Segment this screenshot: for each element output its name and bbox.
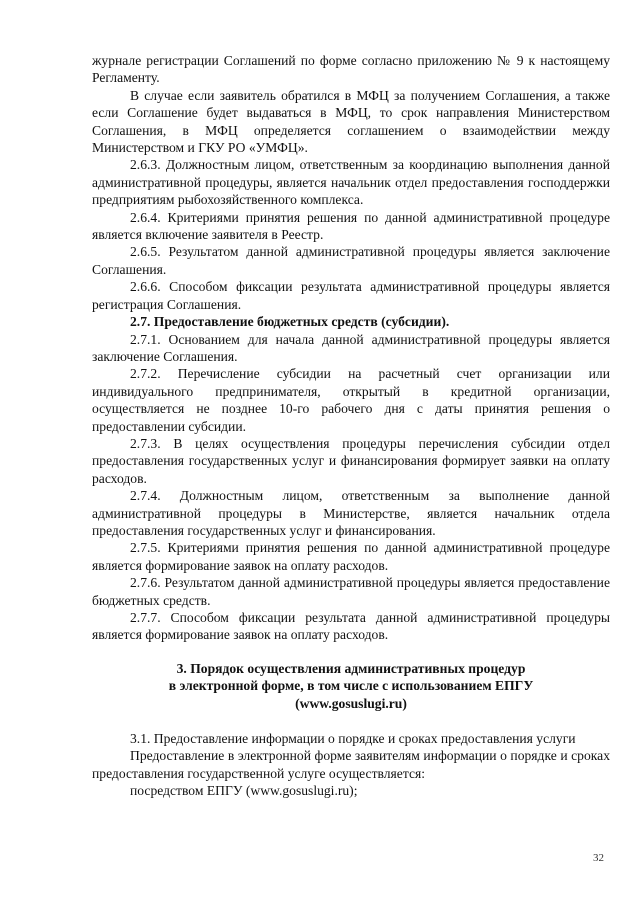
paragraph: 2.7.3. В целях осуществления процедуры перечисления субсидии отдел предоставления государственных услуг и финансирования формирует заявки на оплату расходов. xyxy=(92,435,610,486)
section-heading-line3: (www.gosuslugi.ru) xyxy=(295,695,407,711)
paragraph: 2.6.6. Способом фиксации результата административной процедуры является регистрация Соглашения. xyxy=(92,279,610,312)
page-number: 32 xyxy=(593,852,604,864)
paragraph: В случае если заявитель обратился в МФЦ за получением Соглашения, а также если Соглашение будет выдаваться в МФЦ, то срок направления Министерством Соглашения, в МФЦ определяется соглашением о взаимодействии между Министерством и ГКУ РО «УМФЦ». xyxy=(92,87,610,156)
section-heading-line1: 3. Порядок осуществления административных процедур xyxy=(176,660,526,676)
paragraphs-before xyxy=(92,52,610,644)
paragraph: 2.7.6. Результатом данной административной процедуры является предоставление бюджетных средств. xyxy=(92,575,610,608)
section-heading xyxy=(92,660,610,712)
paragraph: посредством ЕПГУ (www.gosuslugi.ru); xyxy=(130,783,358,799)
paragraph: 2.7. Предоставление бюджетных средств (субсидии). xyxy=(130,314,450,330)
paragraph: журнале регистрации Соглашений по форме согласно приложению № 9 к настоящему Регламенту. xyxy=(92,53,610,86)
paragraphs-after xyxy=(92,730,610,800)
paragraph: 2.7.4. Должностным лицом, ответственным за выполнение данной административной процедуры в Министерстве, является начальник отдела предоставления государственных услуг и финансирования. xyxy=(92,488,610,538)
document-body xyxy=(92,52,610,800)
paragraph: 2.7.7. Способом фиксации результата данной административной процедуры является формирование заявок на оплату расходов. xyxy=(92,610,610,643)
paragraph: 2.7.5. Критериями принятия решения по данной административной процедуре является формирование заявок на оплату расходов. xyxy=(92,540,610,573)
paragraph: 2.7.2. Перечисление субсидии на расчетный счет организации или индивидуального предпринимателя, открытый в кредитной организации, осуществляется не позднее 10-го рабочего дня с даты принятия решения о предоставлении субсидии. xyxy=(92,366,610,434)
paragraph: Предоставление в электронной форме заявителям информации о порядке и сроках предоставления государственной услуге осуществляется: xyxy=(92,748,610,781)
paragraph: 3.1. Предоставление информации о порядке и сроках предоставления услуги xyxy=(130,731,576,747)
paragraph: 2.6.5. Результатом данной административной процедуры является заключение Соглашения. xyxy=(92,244,610,277)
paragraph: 2.6.3. Должностным лицом, ответственным за координацию выполнения данной административной процедуры, является начальник отдел предоставления господдержки предприятиям рыбохозяйственного комплекса. xyxy=(92,157,610,208)
section-heading-line2: в электронной форме, в том числе с использованием ЕПГУ xyxy=(168,678,534,694)
paragraph: 2.7.1. Основанием для начала данной административной процедуры является заключение Соглашения. xyxy=(92,331,610,364)
paragraph: 2.6.4. Критериями принятия решения по данной административной процедуре является включение заявителя в Реестр. xyxy=(92,209,610,243)
